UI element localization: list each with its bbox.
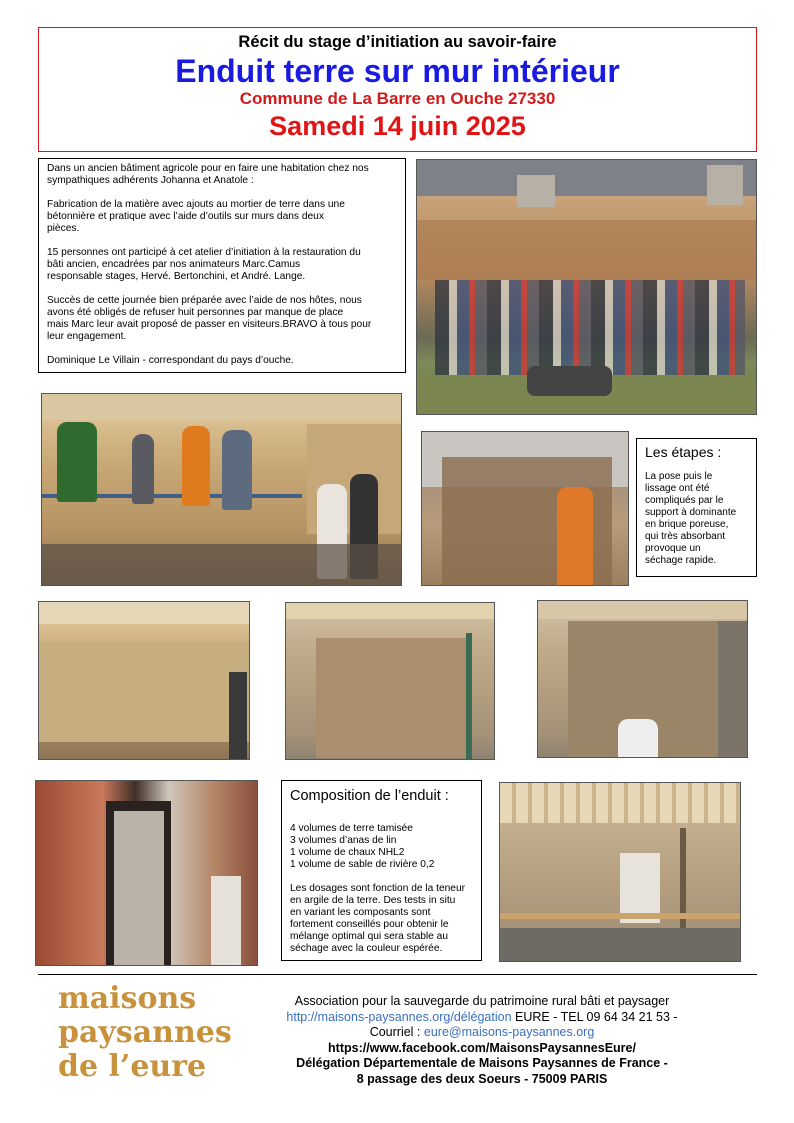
facebook-link[interactable]: https://www.facebook.com/MaisonsPaysannesEure/ [328, 1040, 636, 1055]
etapes-text: La pose puis le lissage ont été compliqués par le support à dominante en brique poreuse, qui très absorbant provoque un séchage rapide. [645, 471, 737, 566]
intro-textbox [38, 158, 406, 373]
association-tagline: Association pour la sauvegarde du patrimoine rural bâti et paysager [294, 994, 670, 1008]
email-link[interactable]: eure@maisons-paysannes.org [423, 1025, 595, 1039]
event-date: Samedi 14 juin 2025 [269, 111, 526, 141]
contact-line [264, 1010, 700, 1026]
intro-paragraph-1: Dans un ancien bâtiment agricole pour en faire une habitation chez nos sympathiques adhérents Johanna et Anatole : [47, 163, 369, 186]
association-info [264, 994, 700, 1087]
phone-text: EURE - TEL 09 64 34 21 53 - [511, 1009, 678, 1024]
intro-paragraph-5: Dominique Le Villain - correspondant du pays d’ouche. [47, 355, 294, 366]
intro-paragraph-4: Succès de cette journée bien préparée avec l’aide de nos hôtes, nous avons été obligés de refuser huit personnes par manque de place mais Marc leur avait proposé de passer en visiteurs.BRAVO à tous pour leur engagement. [47, 295, 372, 342]
commune-label: Commune de La Barre en Ouche 27330 [239, 89, 556, 108]
etapes-title: Les étapes : [645, 444, 722, 460]
address-line: 8 passage des deux Soeurs - 75009 PARIS [356, 1071, 608, 1086]
maisons-paysannes-logo [58, 982, 258, 1084]
scaffold-photo [41, 393, 402, 586]
header-box [38, 27, 757, 152]
logo-line-2: paysannes [58, 1015, 232, 1050]
group-photo [416, 159, 757, 415]
etapes-textbox [636, 438, 757, 577]
wall-photo-3 [537, 600, 748, 758]
plasterer-photo [421, 431, 629, 586]
composition-ingredients: 4 volumes de terre tamisée 3 volumes d’anas de lin 1 volume de chaux NHL2 1 volume de sable de rivière 0,2 [290, 823, 435, 870]
email-line [264, 1025, 700, 1041]
wall-photo-2 [285, 602, 495, 760]
intro-paragraph-3: 15 personnes ont participé à cet atelier d’initiation à la restauration du bâti ancien, encadrées par nos animateurs Marc.Camus responsable stages, Hervé. Bertonchini, et André. Lange. [47, 247, 361, 282]
logo-line-3: de l’eure [58, 1049, 207, 1084]
composition-title: Composition de l’enduit : [290, 788, 449, 804]
page-title: Enduit terre sur mur intérieur [175, 53, 620, 89]
delegation-line: Délégation Départementale de Maisons Paysannes de France - [296, 1056, 668, 1070]
finished-room-photo [499, 782, 741, 962]
header-subtitle: Récit du stage d’initiation au savoir-faire [238, 33, 557, 51]
composition-textbox [281, 780, 482, 961]
email-label: Courriel : [369, 1025, 424, 1039]
footer-divider [38, 974, 757, 975]
composition-note: Les dosages sont fonction de la teneur en argile de la terre. Des tests in situ en variant les composants sont fortement conseillés pour obtenir le mélange optimal qui sera stable au séchage avec la couleur espérée. [290, 883, 466, 954]
website-link[interactable]: http://maisons-paysannes.org/délégation [286, 1009, 512, 1024]
wall-photo-1 [38, 601, 250, 760]
logo-line-1: maisons [58, 981, 197, 1016]
intro-paragraph-2: Fabrication de la matière avec ajouts au mortier de terre dans une bétonnière et pratique avec l’aide d’outils sur murs dans deux pièces. [47, 199, 345, 234]
brick-doorway-photo [35, 780, 258, 966]
